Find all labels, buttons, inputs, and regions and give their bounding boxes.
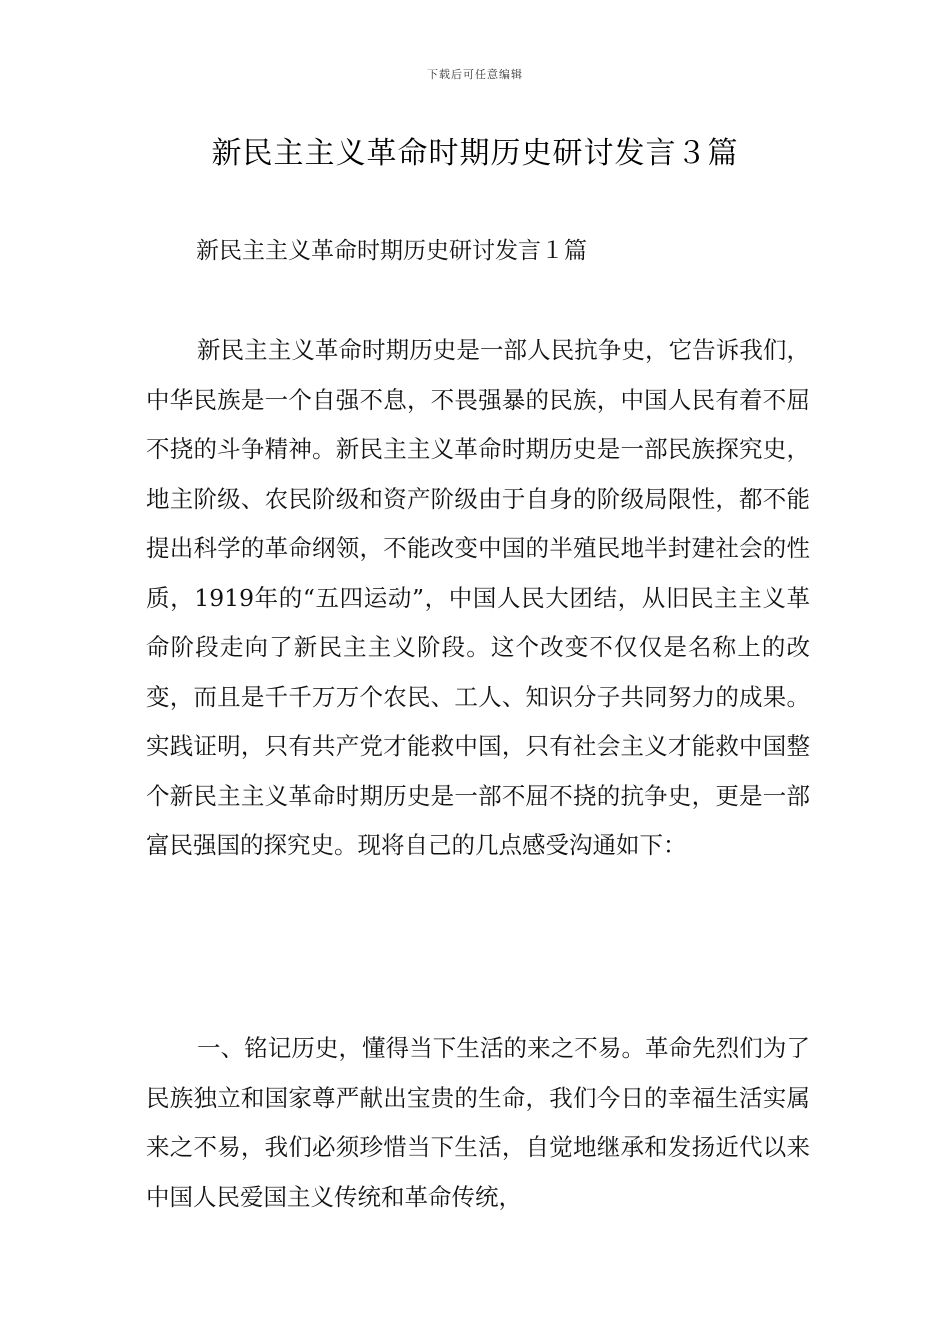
document-subtitle: 新民主主义革命时期历史研讨发言１篇 <box>196 238 587 264</box>
document-title: 新民主主义革命时期历史研讨发言３篇 <box>211 136 739 171</box>
header-note: 下载后可任意编辑 <box>427 68 523 81</box>
body-paragraph: 一、铭记历史，懂得当下生活的来之不易。革命先烈们为了民族独立和国家尊严献出宝贵的生命，我们今日的幸福生活实属来之不易，我们必须珍惜当下生活，自觉地继承和发扬近代以来中国人民爱国主义传统和革命传统， <box>146 1034 810 1211</box>
body-paragraph: 新民主主义革命时期历史是一部人民抗争史，它告诉我们，中华民族是一个自强不息，不畏强暴的民族，中国人民有着不屈不挠的斗争精神。新民主主义革命时期历史是一部民族探究史，地主阶级、农民阶级和资产阶级由于自身的阶级局限性，都不能提出科学的革命纲领，不能改变中国的半殖民地半封建社会的性质，1919年的“五四运动”，中国人民大团结，从旧民主主义革命阶段走向了新民主主义阶段。这个改变不仅仅是名称上的改变，而且是千千万万个农民、工人、知识分子共同努力的成果。实践证明，只有共产党才能救中国，只有社会主义才能救中国整个新民主主义革命时期历史是一部不屈不挠的抗争史，更是一部富民强国的探究史。现将自己的几点感受沟通如下： <box>146 336 810 859</box>
